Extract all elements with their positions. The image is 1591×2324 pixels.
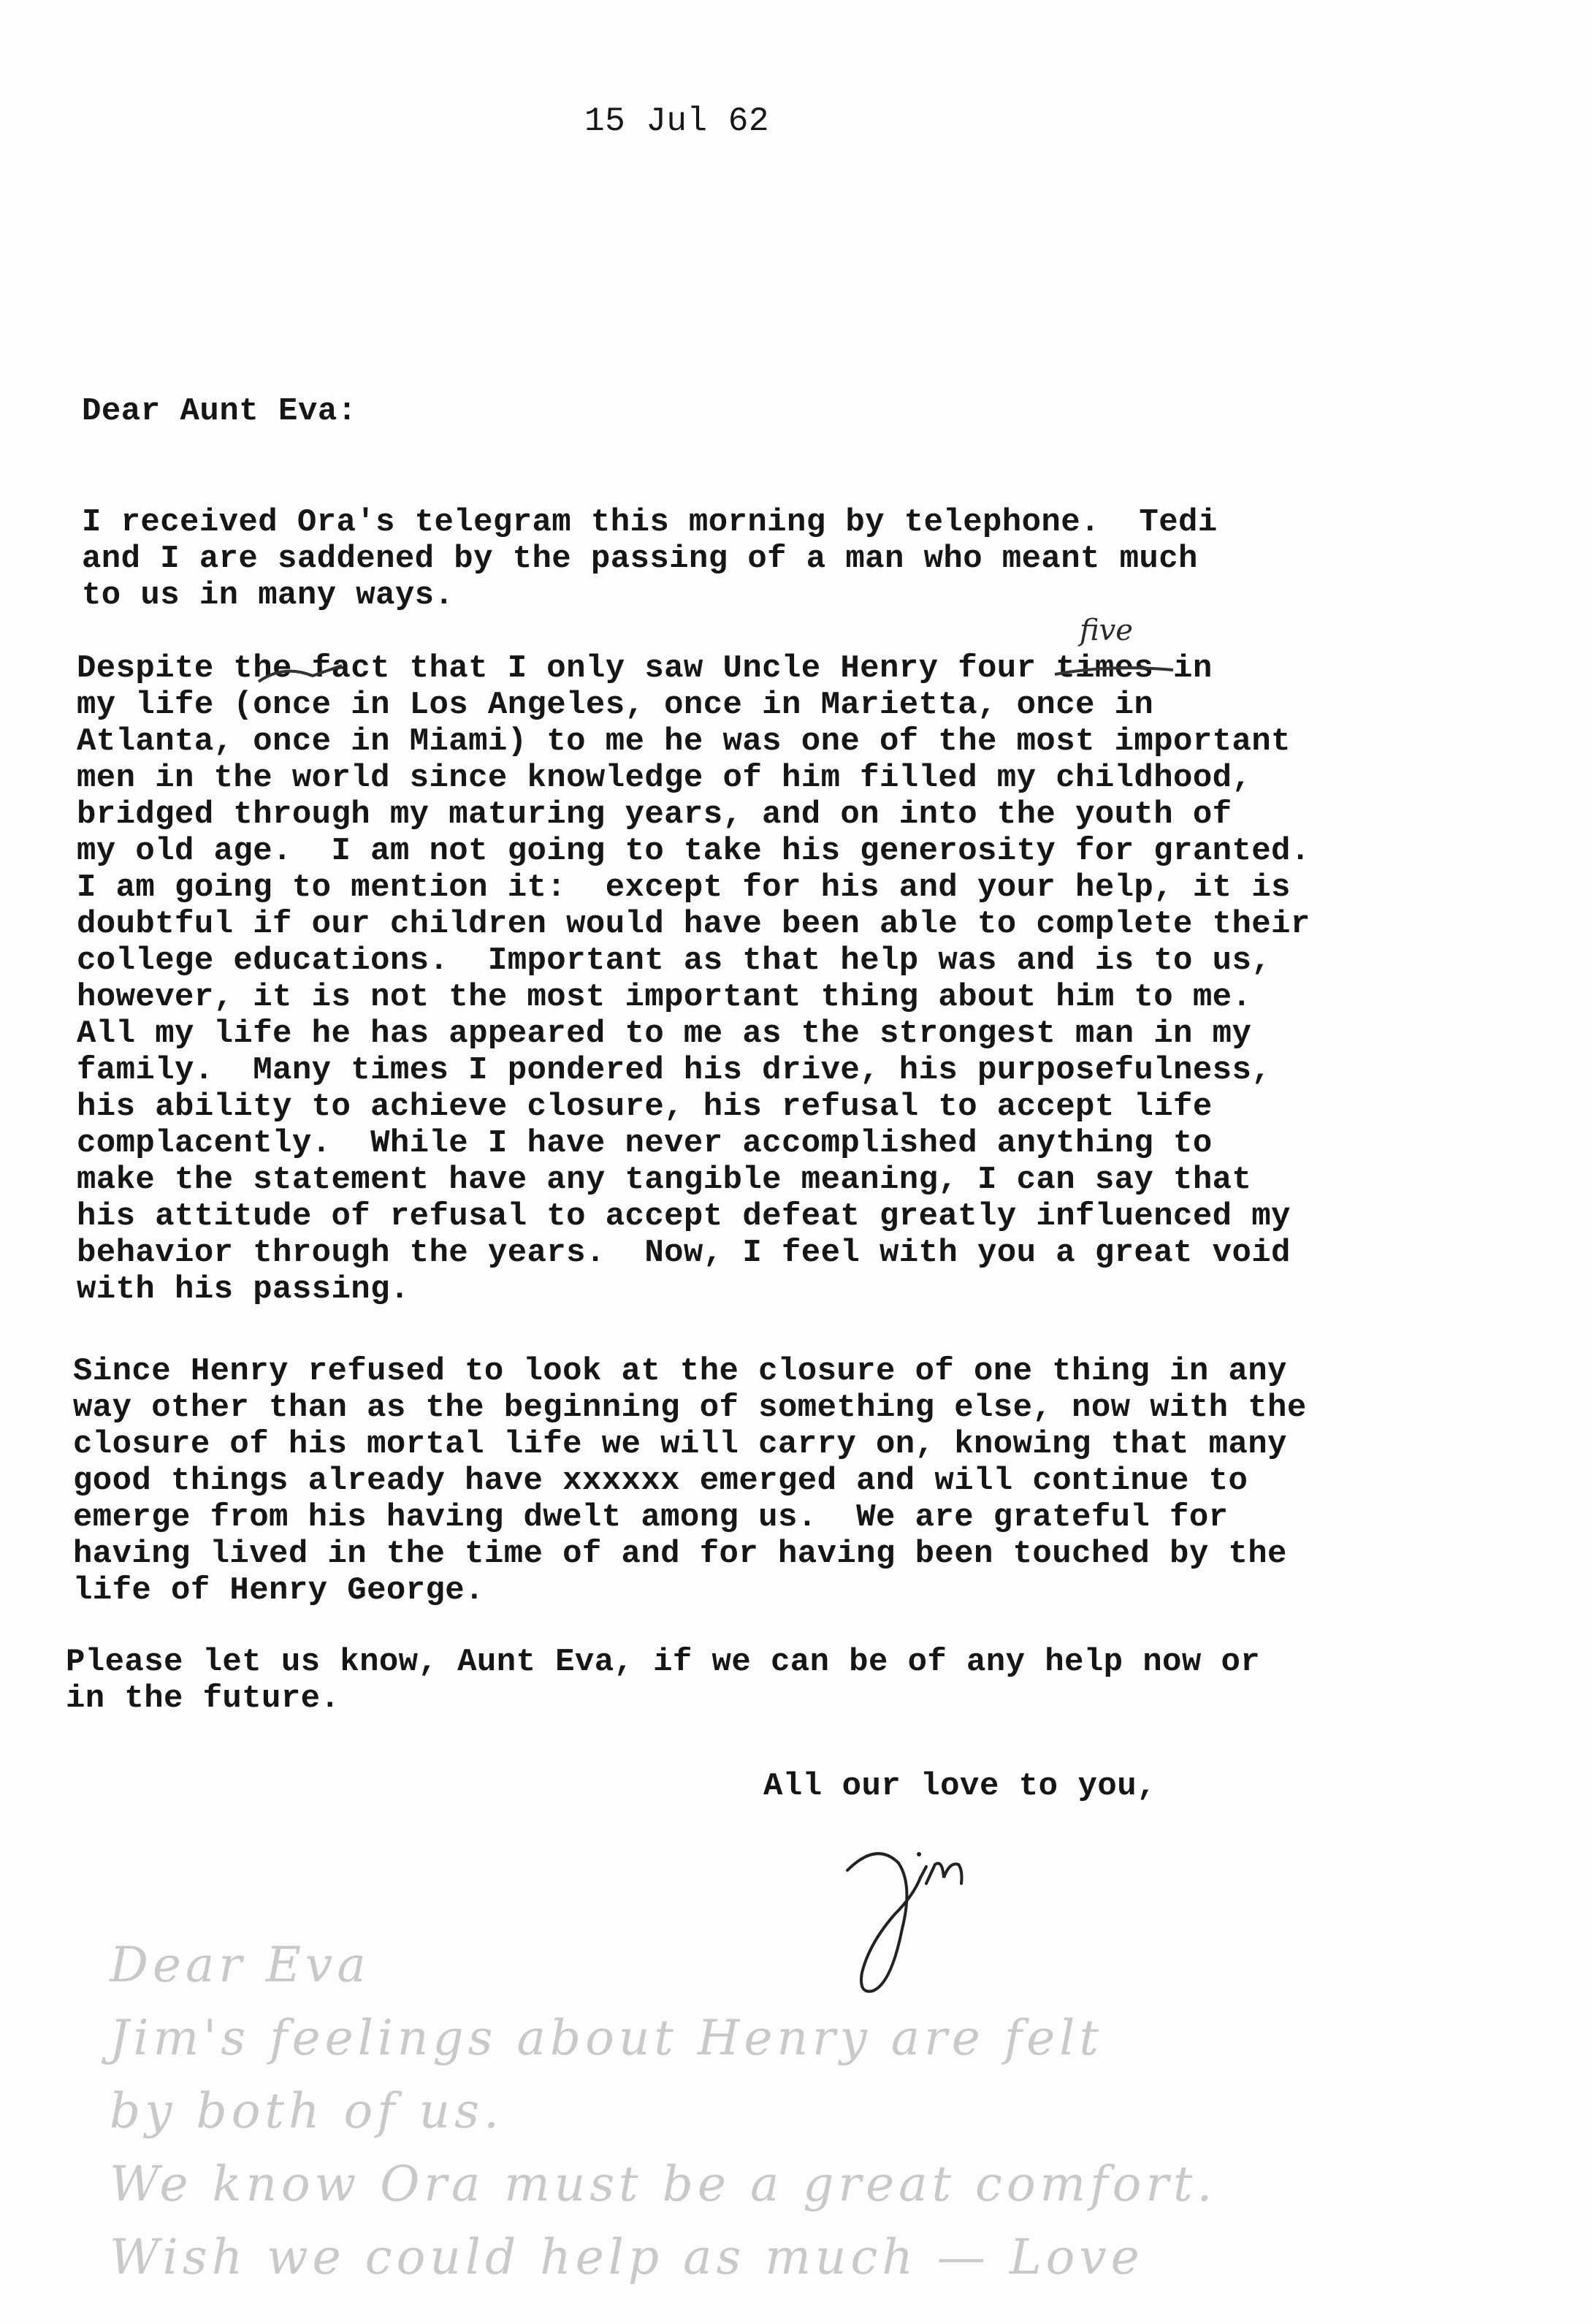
pencil-line: Wish we could help as much — Love: [110, 2229, 1144, 2285]
text-line: having lived in the time of and for having been touched by the: [73, 1536, 1287, 1572]
text-line: Atlanta, once in Miami) to me he was one of the most important: [77, 723, 1291, 760]
text-line: closure of his mortal life we will carry on, knowing that many: [73, 1426, 1287, 1463]
text-line: way other than as the beginning of something else, now with the: [73, 1390, 1307, 1426]
salutation: Dear Aunt Eva:: [82, 393, 357, 430]
paragraph-1: [82, 504, 1484, 614]
text-line: good things already have xxxxxx emerged and will continue to: [73, 1463, 1248, 1499]
text-line: I received Ora's telegram this morning by telephone. Tedi: [82, 504, 1218, 541]
text-line: Despite the fact that I only saw Uncle Henry four times in: [77, 650, 1213, 687]
paragraph-4: [66, 1644, 1468, 1717]
pencil-line: Jim's feelings about Henry are felt: [110, 2010, 1103, 2066]
text-line: my old age. I am not going to take his generosity for granted.: [77, 833, 1310, 869]
text-line: college educations. Important as that help was and is to us,: [77, 942, 1272, 979]
pencil-line: by both of us.: [110, 2083, 504, 2139]
text-line: make the statement have any tangible meaning, I can say that: [77, 1162, 1252, 1198]
text-line: Since Henry refused to look at the closure of one thing in any: [73, 1353, 1287, 1390]
text-line: All my life he has appeared to me as the strongest man in my: [77, 1016, 1252, 1052]
text-line: his attitude of refusal to accept defeat greatly influenced my: [77, 1198, 1291, 1235]
paragraph-2: [77, 650, 1479, 1308]
text-line: however, it is not the most important thing about him to me.: [77, 979, 1252, 1016]
text-line: life of Henry George.: [73, 1572, 484, 1609]
text-line: with his passing.: [77, 1271, 410, 1308]
paragraph-3: [73, 1353, 1476, 1609]
text-line: emerge from his having dwelt among us. We are grateful for: [73, 1499, 1229, 1536]
text-line: bridged through my maturing years, and on into the youth of: [77, 796, 1232, 833]
text-line: my life (once in Los Angeles, once in Marietta, once in: [77, 687, 1154, 723]
text-line: in the future.: [66, 1680, 340, 1717]
pencil-line: Dear Eva: [110, 1937, 370, 1993]
letter-date: 15 Jul 62: [584, 102, 769, 140]
strikethrough-the-mark: [254, 660, 364, 689]
pencil-note: [110, 1929, 1556, 2294]
text-line: family. Many times I pondered his drive, his purposefulness,: [77, 1052, 1272, 1089]
text-line: to us in many ways.: [82, 577, 454, 614]
text-line: Please let us know, Aunt Eva, if we can be of any help now or: [66, 1644, 1261, 1680]
text-line: behavior through the years. Now, I feel with you a great void: [77, 1235, 1291, 1271]
pencil-line: We know Ora must be a great comfort.: [110, 2156, 1217, 2212]
handwritten-insert: five: [1080, 614, 1133, 647]
closing-line: All our love to you,: [763, 1768, 1157, 1805]
text-line: his ability to achieve closure, his refusal to accept life: [77, 1089, 1213, 1125]
text-line: I am going to mention it: except for his and your help, it is: [77, 869, 1291, 906]
text-line: and I are saddened by the passing of a man who meant much: [82, 541, 1198, 577]
text-line: men in the world since knowledge of him filled my childhood,: [77, 760, 1252, 796]
strikethrough-four-mark: [1052, 661, 1176, 683]
text-line: complacently. While I have never accomplished anything to: [77, 1125, 1213, 1162]
text-line: doubtful if our children would have been able to complete their: [77, 906, 1310, 942]
